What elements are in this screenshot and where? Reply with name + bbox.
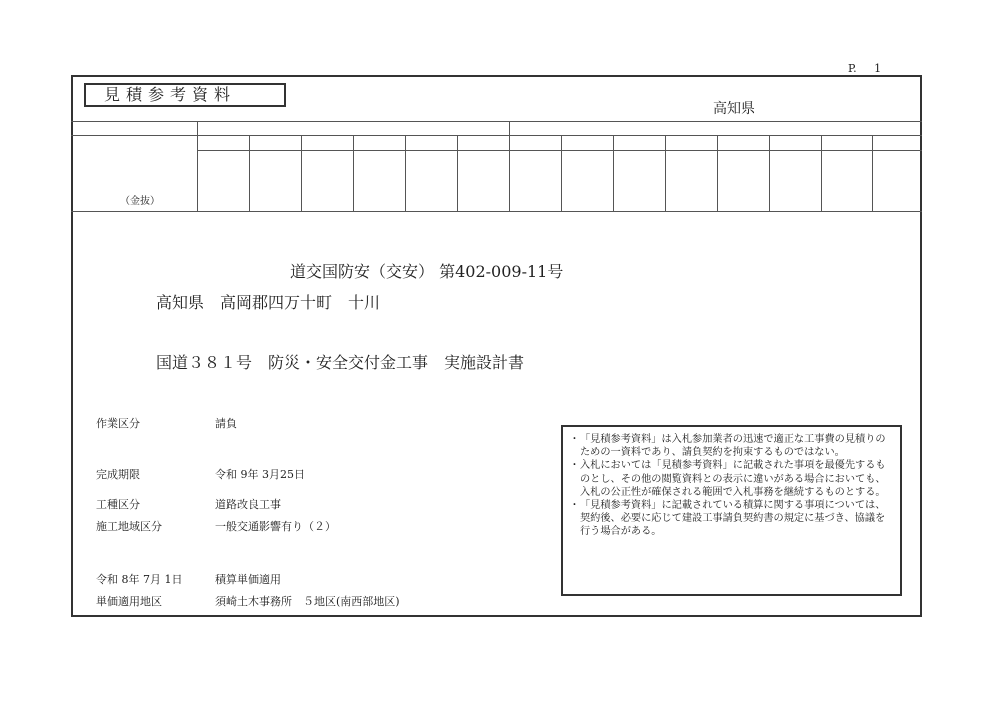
project-code: 道交国防安（交安） 第402-009-11号 [290, 262, 564, 281]
bullet: ・ [569, 460, 580, 472]
grid-line [613, 135, 614, 211]
info-label: 工種区分 [96, 498, 140, 511]
grid-line [301, 135, 302, 211]
grid-line [353, 135, 354, 211]
grid-line [717, 135, 718, 211]
grid-line [509, 121, 510, 211]
info-label: 単価適用地区 [96, 595, 162, 608]
kinnuki-label: （金抜） [120, 196, 160, 207]
grid-line [821, 135, 822, 211]
info-label: 完成期限 [96, 468, 140, 481]
note-text: 「見積参考資料」に記載されている積算に関する事項については、契約後、必要に応じて建設工事請負契約書の規定に基づき、協議を行う場合がある。 [580, 500, 886, 538]
grid-line [249, 135, 250, 211]
note-item [569, 459, 894, 499]
bullet: ・ [569, 500, 580, 512]
note-item [569, 433, 894, 459]
note-text: 入札においては「見積参考資料」に記載された事項を最優先するものとし、その他の閲覧資料との表示に違いがある場合においても、入札の公正性が確保される範囲で入札事務を継続するものとする。 [580, 460, 886, 498]
grid-line [872, 135, 873, 211]
info-value: 道路改良工事 [215, 498, 281, 511]
prefecture-name: 高知県 [713, 101, 755, 117]
bullet: ・ [569, 434, 580, 445]
grid-line [197, 121, 198, 211]
note-text: 「見積参考資料」は入札参加業者の迅速で適正な工事費の見積りのための一資料であり、請負契約を拘束するものではない。 [580, 434, 886, 459]
grid-line [561, 135, 562, 211]
info-value: 令和 9年 3月25日 [215, 468, 305, 481]
info-value: 積算単価適用 [215, 573, 281, 586]
info-label: 施工地域区分 [96, 520, 162, 533]
info-value: 須崎土木事務所 ５地区(南西部地区) [215, 595, 400, 608]
info-value: 請負 [215, 417, 237, 430]
note-item [569, 499, 894, 539]
grid-line [197, 150, 922, 151]
page-number: P. 1 [848, 62, 882, 75]
grid-line [71, 135, 922, 136]
grid-line [665, 135, 666, 211]
project-name: 国道３８１号 防災・安全交付金工事 実施設計書 [156, 353, 525, 372]
grid-line [71, 121, 922, 122]
notes-box [561, 425, 902, 596]
project-location: 高知県 高岡郡四万十町 十川 [156, 293, 381, 312]
info-value: 一般交通影響有り（２） [215, 520, 336, 533]
grid-line [457, 135, 458, 211]
document-title: 見積参考資料 [84, 83, 286, 107]
grid-line [769, 135, 770, 211]
info-label: 令和 8年 7月 1日 [96, 573, 183, 586]
grid-line [71, 211, 922, 212]
grid-line [405, 135, 406, 211]
info-label: 作業区分 [96, 417, 140, 430]
